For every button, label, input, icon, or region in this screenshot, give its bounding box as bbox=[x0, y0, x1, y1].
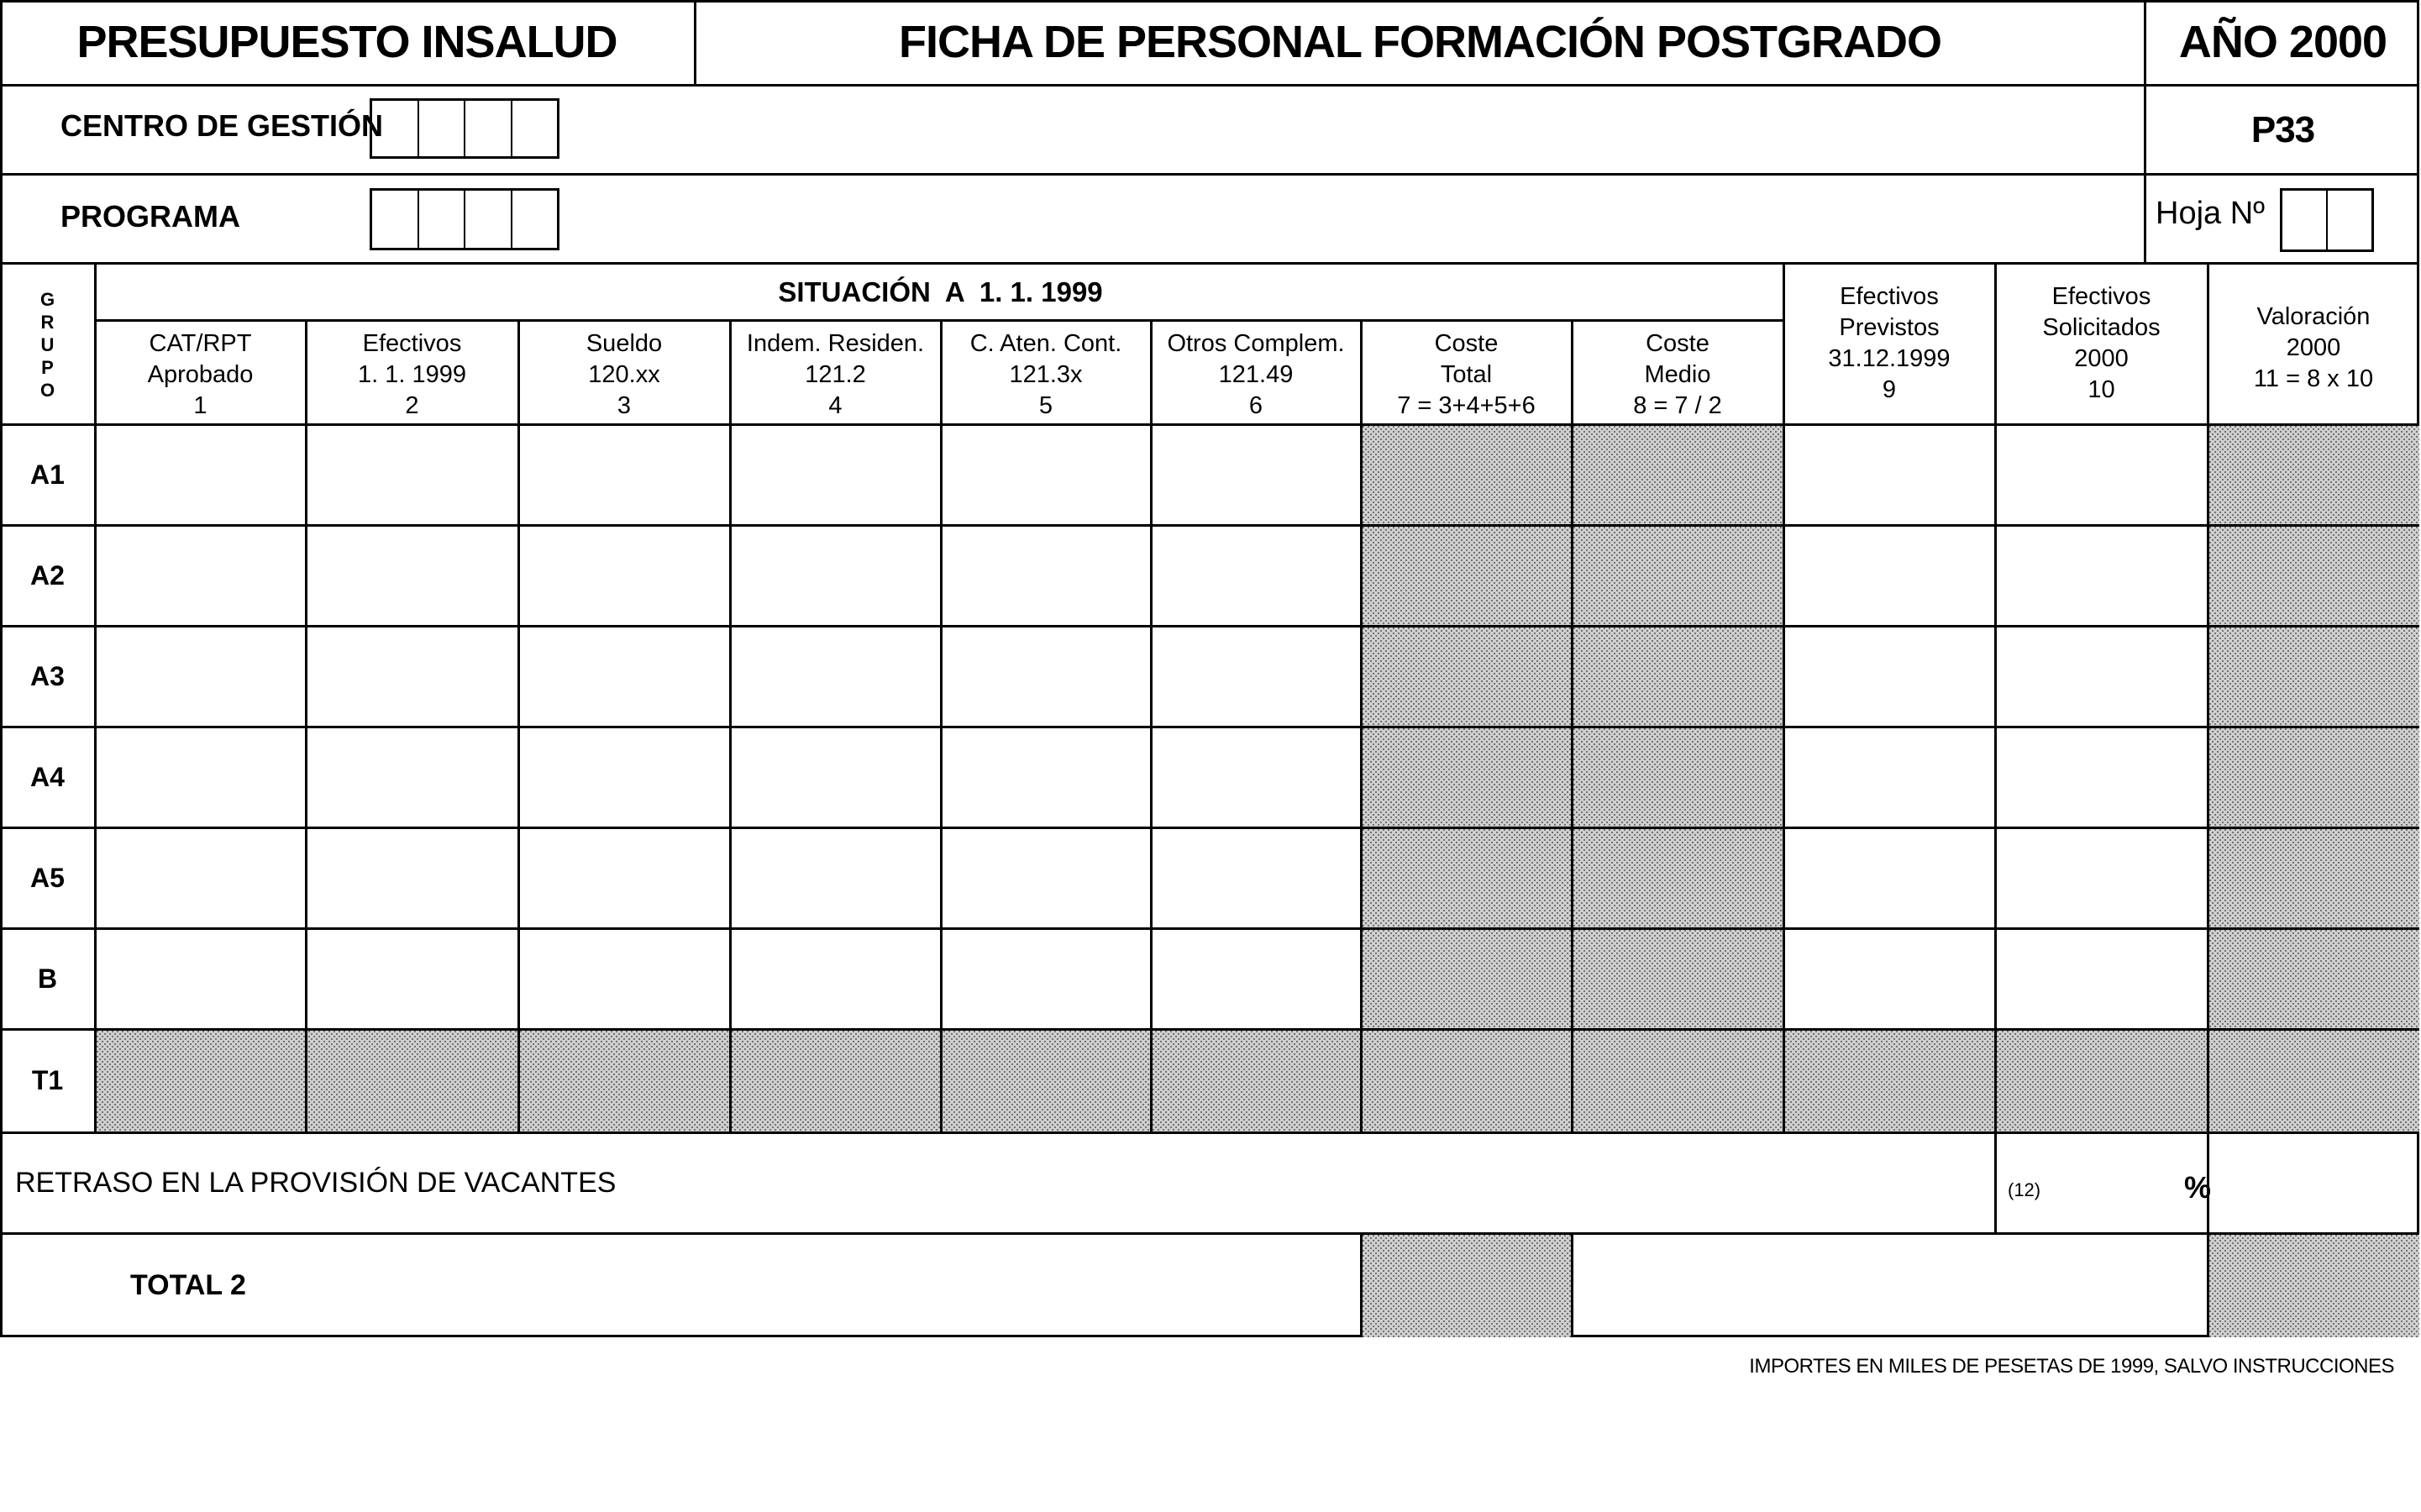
data-entry-cell[interactable] bbox=[1783, 827, 1995, 928]
data-entry-cell[interactable] bbox=[1783, 525, 1995, 626]
data-entry-cell[interactable] bbox=[1151, 727, 1361, 827]
shaded-cell bbox=[1361, 525, 1572, 626]
grupo-letter: O bbox=[39, 379, 55, 401]
grid-line-v bbox=[1360, 1233, 1363, 1337]
shaded-cell bbox=[1361, 827, 1572, 928]
grupo-letter: U bbox=[40, 333, 55, 355]
shaded-cell bbox=[2208, 626, 2419, 727]
grupo-letter: G bbox=[39, 288, 55, 310]
column-header-line: 7 = 3+4+5+6 bbox=[1397, 391, 1536, 419]
grid-line-v bbox=[1994, 1132, 1997, 1233]
data-entry-cell[interactable] bbox=[306, 928, 518, 1029]
grupo-letter: R bbox=[40, 311, 55, 333]
column-header-line: Previstos bbox=[1839, 314, 1940, 341]
column-header bbox=[95, 322, 306, 424]
shaded-cell bbox=[1572, 626, 1783, 727]
column-header-line: 3 bbox=[617, 391, 632, 419]
form-title-left: PRESUPUESTO INSALUD bbox=[76, 17, 617, 67]
hoja-number-boxes[interactable] bbox=[2280, 188, 2374, 252]
column-header-line: Indem. Residen. bbox=[746, 329, 925, 357]
column-header-line: Efectivos bbox=[1840, 283, 1939, 310]
data-entry-cell[interactable] bbox=[730, 626, 941, 727]
row-label-a4: A4 bbox=[30, 761, 65, 792]
column-header bbox=[1361, 322, 1572, 424]
grid-line-h bbox=[0, 1232, 2419, 1235]
column-header-line: 9 bbox=[1882, 376, 1897, 403]
column-header-line: 121.49 bbox=[1218, 360, 1294, 388]
column-header bbox=[306, 322, 518, 424]
form-title-center: FICHA DE PERSONAL FORMACIÓN POSTGRADO bbox=[898, 17, 1942, 67]
column-header-line: C. Aten. Cont. bbox=[969, 329, 1122, 357]
row-label-a1: A1 bbox=[30, 459, 65, 490]
column-header-line: Total bbox=[1440, 360, 1493, 388]
data-entry-cell[interactable] bbox=[941, 827, 1151, 928]
data-entry-cell[interactable] bbox=[1151, 626, 1361, 727]
data-entry-cell[interactable] bbox=[1151, 827, 1361, 928]
data-entry-cell[interactable] bbox=[306, 424, 518, 525]
data-entry-cell[interactable] bbox=[1995, 727, 2208, 827]
row-label-a5: A5 bbox=[30, 862, 65, 893]
column-header bbox=[2208, 265, 2419, 424]
data-entry-cell[interactable] bbox=[1151, 525, 1361, 626]
data-entry-cell[interactable] bbox=[730, 424, 941, 525]
data-entry-cell[interactable] bbox=[941, 424, 1151, 525]
column-header-line: 1 bbox=[193, 391, 207, 419]
data-entry-cell[interactable] bbox=[306, 626, 518, 727]
data-entry-cell[interactable] bbox=[518, 827, 730, 928]
retraso-ref: (12) bbox=[2008, 1179, 2041, 1200]
shaded-cell-total-valoracion bbox=[2208, 1233, 2419, 1337]
row-label-b: B bbox=[37, 963, 58, 994]
data-entry-cell[interactable] bbox=[730, 827, 941, 928]
data-entry-cell[interactable] bbox=[941, 525, 1151, 626]
shaded-cell bbox=[1361, 928, 1572, 1029]
shaded-cell bbox=[2208, 928, 2419, 1029]
grupo-vertical-label bbox=[0, 265, 95, 424]
column-header bbox=[518, 322, 730, 424]
shaded-cell bbox=[1572, 827, 1783, 928]
column-header-line: Efectivos bbox=[2051, 283, 2151, 310]
total-2-label: TOTAL 2 bbox=[130, 1269, 246, 1301]
column-header-line: 1. 1. 1999 bbox=[358, 360, 466, 388]
data-entry-cell[interactable] bbox=[1995, 928, 2208, 1029]
shaded-cell bbox=[1572, 525, 1783, 626]
data-entry-cell[interactable] bbox=[1783, 727, 1995, 827]
shaded-cell bbox=[1361, 424, 1572, 525]
data-entry-cell[interactable] bbox=[1783, 626, 1995, 727]
data-entry-cell[interactable] bbox=[518, 424, 730, 525]
row-label-t1: T1 bbox=[31, 1065, 64, 1095]
data-entry-cell[interactable] bbox=[95, 626, 306, 727]
grupo-letter: P bbox=[41, 356, 54, 378]
data-entry-cell[interactable] bbox=[518, 727, 730, 827]
column-header-line: Solicitados bbox=[2042, 314, 2161, 341]
column-header-line: 120.xx bbox=[588, 360, 660, 388]
shaded-row-t1 bbox=[95, 1029, 2419, 1132]
column-header bbox=[1572, 322, 1783, 424]
shaded-cell bbox=[2208, 727, 2419, 827]
centro-label: CENTRO DE GESTIÓN bbox=[60, 108, 384, 143]
shaded-cell bbox=[2208, 827, 2419, 928]
column-header-line: 10 bbox=[2088, 376, 2115, 403]
column-header bbox=[1783, 265, 1995, 424]
programa-code-boxes[interactable] bbox=[370, 188, 559, 250]
column-header-line: Otros Complem. bbox=[1167, 329, 1345, 357]
column-header-line: 2000 bbox=[2286, 334, 2341, 361]
data-entry-cell[interactable] bbox=[730, 525, 941, 626]
column-header-line: 31.12.1999 bbox=[1828, 345, 1951, 372]
data-entry-cell[interactable] bbox=[941, 928, 1151, 1029]
situacion-title: SITUACIÓN A 1. 1. 1999 bbox=[778, 276, 1103, 307]
data-entry-cell[interactable] bbox=[95, 727, 306, 827]
data-entry-cell[interactable] bbox=[1783, 424, 1995, 525]
data-entry-cell[interactable] bbox=[730, 928, 941, 1029]
grid-line-v bbox=[1571, 1233, 1573, 1337]
retraso-value-cell[interactable] bbox=[2208, 1135, 2419, 1233]
column-header-line: CAT/RPT bbox=[149, 329, 252, 357]
shaded-cell bbox=[1572, 424, 1783, 525]
row-label-a2: A2 bbox=[30, 559, 65, 591]
column-header-line: Medio bbox=[1644, 360, 1711, 388]
retraso-label: RETRASO EN LA PROVISIÓN DE VACANTES bbox=[15, 1167, 617, 1199]
shaded-cell bbox=[1361, 727, 1572, 827]
shaded-cell bbox=[2208, 424, 2419, 525]
percent-sign: % bbox=[2184, 1170, 2212, 1205]
centro-code-boxes[interactable] bbox=[370, 98, 559, 159]
column-header bbox=[1995, 265, 2208, 424]
shaded-cell-total-coste bbox=[1361, 1233, 1572, 1337]
column-header-line: 2000 bbox=[2074, 345, 2129, 372]
form-code: P33 bbox=[2250, 108, 2315, 150]
column-header-line: 4 bbox=[828, 391, 843, 419]
data-entry-cell[interactable] bbox=[306, 827, 518, 928]
column-header-line: 6 bbox=[1248, 391, 1263, 419]
column-header-line: 8 = 7 / 2 bbox=[1633, 391, 1722, 419]
data-entry-cell[interactable] bbox=[730, 727, 941, 827]
data-entry-cell[interactable] bbox=[518, 928, 730, 1029]
shaded-cell bbox=[1361, 626, 1572, 727]
column-header-line: 121.3x bbox=[1009, 360, 1083, 388]
row-label-a3: A3 bbox=[30, 660, 65, 691]
shaded-cell bbox=[1572, 727, 1783, 827]
column-header-line: Valoración bbox=[2256, 303, 2371, 330]
column-header bbox=[941, 322, 1151, 424]
data-entry-cell[interactable] bbox=[518, 525, 730, 626]
data-entry-cell[interactable] bbox=[95, 525, 306, 626]
data-entry-cell[interactable] bbox=[1995, 827, 2208, 928]
grid-line-h bbox=[0, 1131, 2419, 1134]
importes-note: IMPORTES EN MILES DE PESETAS DE 1999, SALVO INSTRUCCIONES bbox=[1749, 1355, 2394, 1378]
data-entry-cell[interactable] bbox=[1995, 626, 2208, 727]
column-header-line: Coste bbox=[1434, 329, 1499, 357]
data-entry-cell[interactable] bbox=[306, 525, 518, 626]
data-entry-cell[interactable] bbox=[306, 727, 518, 827]
data-entry-cell[interactable] bbox=[95, 424, 306, 525]
data-entry-cell[interactable] bbox=[1995, 525, 2208, 626]
data-entry-cell[interactable] bbox=[95, 928, 306, 1029]
column-header-line: Efectivos bbox=[362, 329, 462, 357]
data-entry-cell[interactable] bbox=[1995, 424, 2208, 525]
data-entry-cell[interactable] bbox=[95, 827, 306, 928]
column-header-line: Coste bbox=[1646, 329, 1709, 357]
shaded-cell bbox=[1572, 928, 1783, 1029]
column-header-line: Sueldo bbox=[586, 329, 663, 357]
column-header-line: 5 bbox=[1038, 391, 1053, 419]
shaded-cell bbox=[2208, 525, 2419, 626]
column-header-line: Aprobado bbox=[147, 360, 254, 388]
form-year: AÑO 2000 bbox=[2178, 17, 2387, 67]
column-header bbox=[730, 322, 941, 424]
data-entry-cell[interactable] bbox=[1151, 424, 1361, 525]
data-entry-cell[interactable] bbox=[518, 626, 730, 727]
column-header-line: 121.2 bbox=[805, 360, 866, 388]
column-header-line: 2 bbox=[405, 391, 419, 419]
column-header-line: 11 = 8 x 10 bbox=[2253, 365, 2374, 392]
data-entry-cell[interactable] bbox=[1151, 928, 1361, 1029]
column-header bbox=[1151, 322, 1361, 424]
programa-label: PROGRAMA bbox=[60, 199, 240, 234]
data-entry-cell[interactable] bbox=[1783, 928, 1995, 1029]
data-entry-cell[interactable] bbox=[941, 727, 1151, 827]
data-entry-cell[interactable] bbox=[941, 626, 1151, 727]
hoja-label: Hoja Nº bbox=[2156, 196, 2266, 231]
